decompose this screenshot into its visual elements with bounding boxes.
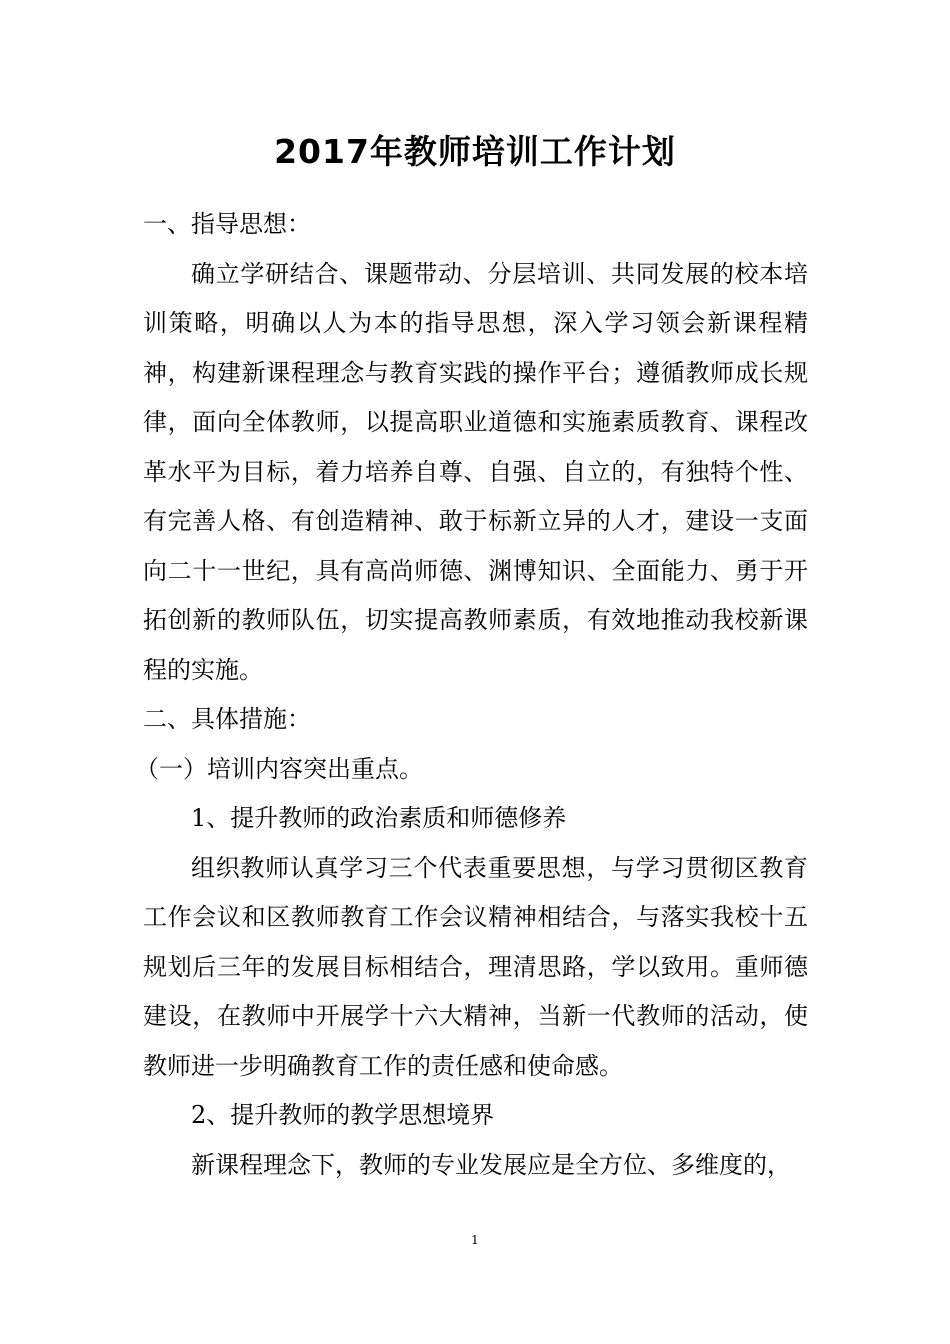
subsection-heading-training-content: （一）培训内容突出重点。: [135, 754, 423, 783]
document-body: [135, 200, 808, 1190]
paragraph-teaching-philosophy: 新课程理念下，教师的专业发展应是全方位、多维度的，: [191, 1150, 791, 1179]
page-number: 1: [471, 1233, 479, 1247]
paragraph-guiding-ideology: 确立学研结合、课题带动、分层培训、共同发展的校本培训策略，明确以人为本的指导思想，深入学习领会新课程精神，构建新课程理念与教育实践的操作平台；遵循教师成长规律，面向全体教师，以提高职业道德和实施素质教育、课程改革水平为目标，着力培养自尊、自强、自立的，有独特个性、有完善人格、有创造精神、敢于标新立异的人才，建设一支面向二十一世纪，具有高尚师德、渊博知识、全面能力、勇于开拓创新的教师队伍，切实提高教师素质，有效地推动我校新课程的实施。: [143, 259, 808, 684]
section-heading-specific-measures: 二、具体措施：: [143, 705, 311, 733]
document-title: 2017年教师培训工作计划: [274, 132, 676, 171]
paragraph-political-quality: 组织教师认真学习三个代表重要思想，与学习贯彻区教育工作会议和区教师教育工作会议精神相结合，与落实我校十五规划后三年的发展目标相结合，理清思路，学以致用。重师德建设，在教师中开展学十六大精神，当新一代教师的活动，使教师进一步明确教育工作的责任感和使命感。: [143, 853, 808, 1080]
item-heading-political-quality: 1、提升教师的政治素质和师德修养: [191, 804, 567, 832]
section-heading-guiding-ideology: 一、指导思想：: [143, 210, 311, 238]
item-heading-teaching-philosophy: 2、提升教师的教学思想境界: [191, 1101, 495, 1129]
